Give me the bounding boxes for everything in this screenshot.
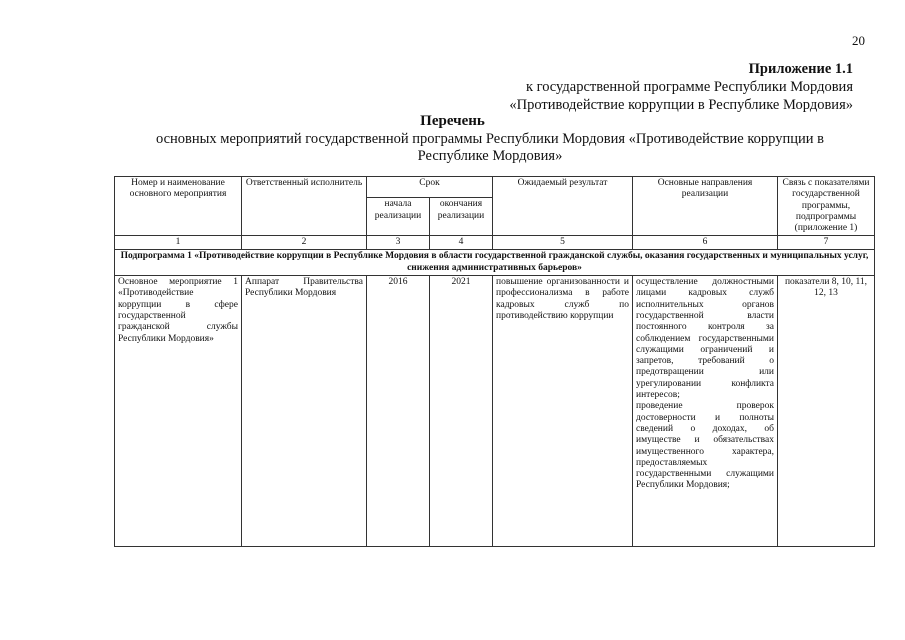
- subprogram-row: [115, 250, 875, 276]
- list-title: Перечень: [420, 113, 485, 129]
- header-link: Связь с показателями государственной программы, подпрограммы (приложение 1): [778, 177, 875, 236]
- column-number: 5: [493, 236, 633, 250]
- page-number: 20: [852, 33, 865, 48]
- header-measure: Номер и наименование основного мероприятия: [115, 177, 242, 236]
- column-numbers-row: [115, 236, 875, 250]
- directions-paragraph: проведение проверок достоверности и полноты сведений о доходах, об имуществе и обязательствах имущественного характера, предоставляемых государственными служащими Республики Мордовия;: [636, 401, 775, 491]
- end-year-cell: 2021: [430, 276, 493, 547]
- header-result: Ожидаемый результат: [493, 177, 633, 236]
- start-year-cell: 2016: [367, 276, 430, 547]
- column-number: 4: [430, 236, 493, 250]
- appendix-line-1: к государственной программе Республики Мордовия: [525, 79, 853, 95]
- header-term: Срок: [367, 177, 493, 198]
- appendix-block: [509, 60, 853, 114]
- column-number: 3: [367, 236, 430, 250]
- column-number: 7: [778, 236, 875, 250]
- column-number: 2: [242, 236, 367, 250]
- header-end: окончания реализации: [430, 198, 493, 236]
- appendix-title: Приложение 1.1: [748, 61, 853, 77]
- link-cell: показатели 8, 10, 11, 12, 13: [778, 276, 875, 547]
- subprogram-title: Подпрограмма 1 «Противодействие коррупции в Республике Мордовия в области государственной гражданской службы, оказания государственных и муниципальных услуг, снижения административных барьеров»: [115, 250, 875, 276]
- directions-paragraph: осуществление должностными лицами кадровых служб исполнительных органов государственной власти постоянного контроля за соблюдением государственными служащими ограничений и запретов, требований о предотвращении или урегулировании конфликта интересов;: [636, 277, 775, 401]
- measures-table: [114, 176, 875, 547]
- directions-cell: [633, 276, 778, 547]
- header-directions: Основные направления реализации: [633, 177, 778, 236]
- column-number: 6: [633, 236, 778, 250]
- list-subtitle: основных мероприятий государственной программы Республики Мордовия «Противодействие коррупции в Республике Мордовия»: [156, 131, 824, 164]
- column-number: 1: [115, 236, 242, 250]
- header-executor: Ответственный исполнитель: [242, 177, 367, 236]
- executor-cell: Аппарат Правительства Республики Мордовия: [242, 276, 367, 547]
- table-row: [115, 276, 875, 547]
- appendix-line-2: «Противодействие коррупции в Республике Мордовия»: [509, 97, 853, 113]
- header-start: начала реализации: [367, 198, 430, 236]
- result-cell: повышение организованности и профессионализма в работе кадровых служб по противодействию коррупции: [493, 276, 633, 547]
- measure-cell: Основное мероприятие 1 «Противодействие коррупции в сфере государственной гражданской службы Республики Мордовия»: [115, 276, 242, 547]
